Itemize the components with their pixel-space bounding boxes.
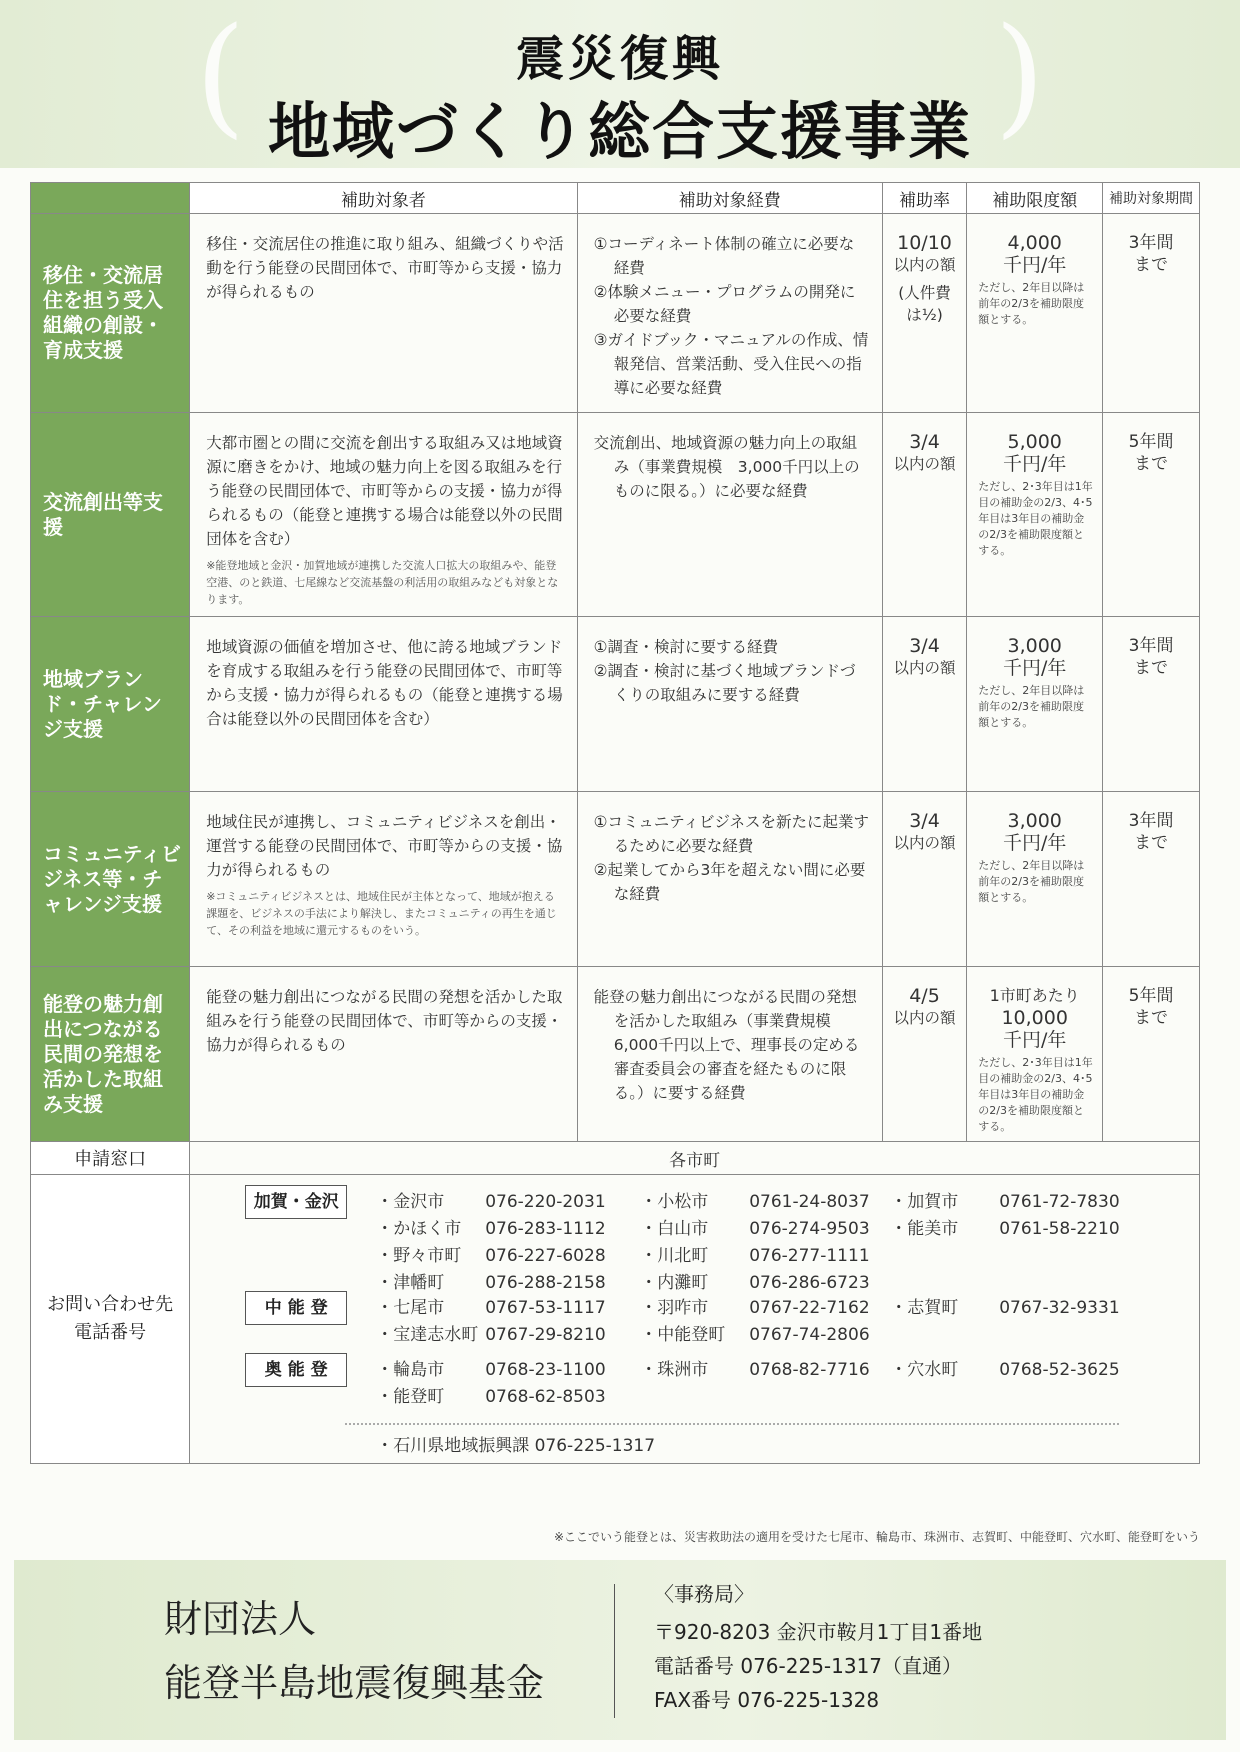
contact-label: お問い合わせ先電話番号 (31, 1175, 190, 1464)
period-cell (1103, 413, 1200, 617)
apply-window-row (31, 1142, 1200, 1175)
phone-number: 0768-52-3625 (999, 1360, 1120, 1380)
rate-cell (882, 617, 967, 792)
limit-value: 3,000 (1007, 810, 1062, 832)
period-value: 5年間 (1128, 432, 1174, 452)
expense-item: ②起業してから3年を超えない間に必要な経費 (593, 861, 866, 903)
program-row (31, 413, 1200, 617)
contact-entry: ・能美市 0761-58-2210 (890, 1214, 1119, 1239)
limit-note: ただし、2年目以降は前年の2/3を補助限度額とする。 (978, 684, 1085, 729)
region-label: 奥 能 登 (245, 1353, 347, 1387)
contact-entry: ・羽咋市 0767-22-7162 (640, 1293, 869, 1318)
phone-number: 0761-58-2210 (999, 1219, 1120, 1239)
limit-cell (967, 413, 1103, 617)
expense-item: ③ガイドブック・マニュアルの作成、情報発信、営業活動、受入住民への指導に必要な経費 (593, 331, 869, 397)
phone-number: 076-283-1112 (485, 1219, 606, 1239)
target-text: 能登の魅力創出につながる民間の発想を活かした取組みを行う能登の民間団体で、市町等からの支援・協力が得られるもの (206, 988, 563, 1054)
expense-item: 能登の魅力創出につながる民間の発想を活かした取組み（事業費規模6,000千円以上で、理事長の定める審査委員会の審査を経たものに限る。）に要する経費 (593, 988, 860, 1102)
municipality-name: 宝達志水町 (393, 1325, 479, 1345)
rate-sub: 以内の額 (893, 659, 956, 677)
footer-divider (614, 1584, 615, 1718)
phone-number: 076-227-6028 (485, 1246, 606, 1266)
expense-item: ①コミュニティビジネスを新たに起業するために必要な経費 (593, 813, 870, 855)
apply-window-value: 各市町 (190, 1142, 1200, 1175)
rate-sub: 以内の額 (893, 256, 956, 274)
period-value: 5年間 (1128, 986, 1174, 1006)
office-phone: 電話番号 076-225-1317（直通） (654, 1654, 963, 1678)
support-program-table (30, 182, 1200, 1464)
period-value: 3年間 (1128, 233, 1174, 253)
column-header: 補助対象期間 (1103, 183, 1200, 214)
rate-sub: 以内の額 (893, 1009, 956, 1027)
limit-unit: 千円/年 (1003, 1029, 1067, 1051)
table-header-row (31, 183, 1200, 214)
contact-entry: ・白山市 076-274-9503 (640, 1214, 869, 1239)
page-title-line1: 震災復興 (515, 31, 724, 87)
rate-value: 3/4 (909, 635, 940, 657)
expense-item: 交流創出、地域資源の魅力向上の取組み（事業費規模 3,000千円以上のものに限る。）に必要な経費 (593, 434, 860, 500)
org-name: 能登半島地震復興基金 (164, 1661, 545, 1705)
expense-item: ②体験メニュー・プログラムの開発に必要な経費 (593, 283, 856, 325)
contact-list-cell (190, 1175, 1200, 1464)
header-corner (31, 183, 190, 214)
contact-directory (190, 1175, 1199, 1463)
period-value: 3年間 (1128, 636, 1174, 656)
phone-number: 076-288-2158 (485, 1273, 606, 1293)
expense-item: ②調査・検討に基づく地域ブランドづくりの取組みに要する経費 (593, 662, 856, 704)
phone-number: 0767-74-2806 (749, 1325, 870, 1345)
column-header: 補助対象経費 (577, 183, 882, 214)
program-row (31, 617, 1200, 792)
limit-note: ただし、2年目以降は前年の2/3を補助限度額とする。 (978, 281, 1085, 326)
contact-entry: ・川北町 076-277-1111 (640, 1241, 869, 1266)
expense-cell (577, 792, 882, 967)
expense-item: ①コーディネート体制の確立に必要な経費 (593, 235, 855, 277)
limit-note: ただし、2･3年目は1年目の補助金の2/3、4･5年目は3年目の補助金の2/3を補助限度額とする。 (978, 480, 1093, 557)
target-cell (190, 792, 577, 967)
target-text: 移住・交流居住の推進に取り組み、組織づくりや活動を行う能登の民間団体で、市町等から支援・協力が得られるもの (206, 235, 564, 301)
office-address: 〒920-8203 金沢市鞍月1丁目1番地 (654, 1620, 983, 1644)
limit-prefix: 1市町あたり (989, 986, 1080, 1005)
target-cell (190, 617, 577, 792)
limit-value: 5,000 (1007, 431, 1062, 453)
period-sub: まで (1134, 454, 1169, 474)
target-text: 地域資源の価値を増加させ、他に誇る地域ブランドを育成する取組みを行う能登の民間団体で、市町等から支援・協力が得られるもの（能登と連携する場合は能登以外の民間団体を含む） (206, 638, 563, 728)
municipality-name: 白山市 (657, 1219, 709, 1239)
contact-row (31, 1175, 1200, 1464)
contact-entry: ・小松市 0761-24-8037 (640, 1187, 869, 1212)
limit-cell (967, 214, 1103, 413)
page-title-line2: 地域づくり総合支援事業 (267, 95, 972, 168)
expense-cell (577, 617, 882, 792)
period-cell (1103, 617, 1200, 792)
expense-cell (577, 413, 882, 617)
municipality-name: 川北町 (657, 1246, 709, 1266)
period-cell (1103, 792, 1200, 967)
limit-value: 4,000 (1007, 232, 1062, 254)
limit-value: 10,000 (1001, 1007, 1068, 1029)
expense-item: ①調査・検討に要する経費 (593, 638, 779, 656)
program-category: 交流創出等支援 (31, 413, 190, 617)
municipality-name: 羽咋市 (657, 1298, 709, 1318)
phone-number: 076-286-6723 (749, 1273, 870, 1293)
contact-entry: ・かほく市 076-283-1112 (376, 1214, 605, 1239)
contact-entry: ・内灘町 076-286-6723 (640, 1268, 869, 1293)
contact-entry: ・志賀町 0767-32-9331 (890, 1293, 1119, 1318)
municipality-name: かほく市 (393, 1219, 462, 1239)
period-sub: まで (1134, 833, 1169, 853)
header-banner (0, 0, 1240, 168)
municipality-name: 穴水町 (907, 1360, 959, 1380)
rate-cell (882, 792, 967, 967)
contact-entry: ・中能登町 0767-74-2806 (640, 1320, 869, 1345)
municipality-name: 津幡町 (393, 1273, 445, 1293)
footnote: ※ここでいう能登とは、災害救助法の適用を受けた七尾市、輪島市、珠洲市、志賀町、中能登町、穴水町、能登町をいう (553, 1530, 1200, 1544)
limit-note: ただし、2年目以降は前年の2/3を補助限度額とする。 (978, 859, 1085, 904)
limit-unit: 千円/年 (1003, 832, 1067, 854)
phone-number: 0761-24-8037 (749, 1192, 870, 1212)
rate-sub: 以内の額 (893, 455, 956, 473)
limit-unit: 千円/年 (1003, 254, 1067, 276)
phone-number: 0767-53-1117 (485, 1298, 606, 1318)
target-cell (190, 413, 577, 617)
prefecture-contact: ・石川県地域振興課 076-225-1317 (376, 1436, 656, 1456)
phone-number: 076-277-1111 (749, 1246, 870, 1266)
target-note: ※能登地域と金沢・加賀地域が連携した交流人口拡大の取組みや、能登空港、のと鉄道、七尾線など交流基盤の利活用の取組みなども対象となります。 (206, 559, 559, 606)
contact-entry: ・宝達志水町 0767-29-8210 (376, 1320, 605, 1345)
apply-window-label: 申請窓口 (31, 1142, 190, 1175)
org-type: 財団法人 (164, 1597, 317, 1641)
municipality-name: 加賀市 (907, 1192, 959, 1212)
rate-cell (882, 967, 967, 1142)
contact-entry: ・野々市町 076-227-6028 (376, 1241, 605, 1266)
program-row (31, 792, 1200, 967)
municipality-name: 輪島市 (393, 1360, 445, 1380)
region-label: 加賀・金沢 (245, 1185, 347, 1219)
rate-value: 3/4 (909, 810, 940, 832)
program-category: コミュニティビジネス等・チャレンジ支援 (31, 792, 190, 967)
phone-number: 076-220-2031 (485, 1192, 606, 1212)
contact-entry: ・七尾市 0767-53-1117 (376, 1293, 605, 1318)
contact-entry: ・加賀市 0761-72-7830 (890, 1187, 1119, 1212)
region-label: 中 能 登 (245, 1291, 347, 1325)
municipality-name: 小松市 (657, 1192, 709, 1212)
contact-entry: ・津幡町 076-288-2158 (376, 1268, 605, 1293)
municipality-name: 中能登町 (657, 1325, 726, 1345)
municipality-name: 内灘町 (657, 1273, 709, 1293)
target-text: 地域住民が連携し、コミュニティビジネスを創出・運営する能登の民間団体で、市町等からの支援・協力が得られるもの (206, 813, 563, 879)
limit-unit: 千円/年 (1003, 453, 1067, 475)
period-sub: まで (1134, 658, 1169, 678)
period-cell (1103, 214, 1200, 413)
rate-value: 4/5 (909, 985, 940, 1007)
target-note: ※コミュニティビジネスとは、地域住民が主体となって、地域が抱える課題を、ビジネスの手法により解決し、またコミュニティの再生を通じて、その利益を地域に還元するものをいう。 (206, 890, 557, 937)
target-text: 大都市圏との間に交流を創出する取組み又は地域資源に磨きをかけ、地域の魅力向上を図る取組みを行う能登の民間団体で、市町等からの支援・協力が得られるもの（能登と連携する場合は能登以外の民間団体を含む） (206, 434, 563, 548)
municipality-name: 珠洲市 (657, 1360, 709, 1380)
office-heading: 〈事務局〉 (654, 1582, 754, 1606)
phone-number: 0768-82-7716 (749, 1360, 870, 1380)
contact-entry: ・穴水町 0768-52-3625 (890, 1355, 1119, 1380)
limit-cell (967, 617, 1103, 792)
footer-banner (14, 1560, 1226, 1740)
contact-entry: ・能登町 0768-62-8503 (376, 1382, 605, 1407)
municipality-name: 金沢市 (393, 1192, 445, 1212)
contact-entry: ・珠洲市 0768-82-7716 (640, 1355, 869, 1380)
municipality-name: 七尾市 (393, 1298, 445, 1318)
limit-value: 3,000 (1007, 635, 1062, 657)
decorative-bracket-right: ) (994, 0, 1045, 151)
period-sub: まで (1134, 255, 1169, 275)
rate-value: 3/4 (909, 431, 940, 453)
municipality-name: 志賀町 (907, 1298, 959, 1318)
expense-cell (577, 214, 882, 413)
contact-entry: ・輪島市 0768-23-1100 (376, 1355, 605, 1380)
rate-sub: 以内の額 (893, 834, 956, 852)
rate-cell (882, 214, 967, 413)
period-value: 3年間 (1128, 811, 1174, 831)
limit-cell (967, 967, 1103, 1142)
period-sub: まで (1134, 1008, 1169, 1028)
limit-note: ただし、2･3年目は1年目の補助金の2/3、4･5年目は3年目の補助金の2/3を補助限度額とする。 (978, 1056, 1093, 1133)
rate-value: 10/10 (897, 232, 952, 254)
phone-number: 0767-29-8210 (485, 1325, 606, 1345)
program-category: 移住・交流居住を担う受入組織の創設・育成支援 (31, 214, 190, 413)
program-category: 地域ブランド・チャレンジ支援 (31, 617, 190, 792)
program-category: 能登の魅力創出につながる民間の発想を活かした取組み支援 (31, 967, 190, 1142)
municipality-name: 野々市町 (393, 1246, 462, 1266)
phone-number: 0767-32-9331 (999, 1298, 1120, 1318)
rate-cell (882, 413, 967, 617)
phone-number: 0768-23-1100 (485, 1360, 606, 1380)
phone-number: 0761-72-7830 (999, 1192, 1120, 1212)
municipality-name: 能美市 (907, 1219, 959, 1239)
office-fax: FAX番号 076-225-1328 (654, 1688, 880, 1712)
program-row (31, 214, 1200, 413)
phone-number: 0768-62-8503 (485, 1387, 606, 1407)
municipality-name: 能登町 (393, 1387, 445, 1407)
decorative-bracket-left: ( (195, 0, 246, 151)
expense-cell (577, 967, 882, 1142)
contact-entry: ・金沢市 076-220-2031 (376, 1187, 605, 1212)
target-cell (190, 967, 577, 1142)
program-row (31, 967, 1200, 1142)
target-cell (190, 214, 577, 413)
limit-unit: 千円/年 (1003, 657, 1067, 679)
limit-cell (967, 792, 1103, 967)
column-header: 補助対象者 (190, 183, 577, 214)
phone-number: 0767-22-7162 (749, 1298, 870, 1318)
column-header: 補助率 (882, 183, 967, 214)
period-cell (1103, 967, 1200, 1142)
dotted-divider (345, 1423, 1119, 1425)
rate-note: (人件費は½) (898, 284, 951, 324)
column-header: 補助限度額 (967, 183, 1103, 214)
phone-number: 076-274-9503 (749, 1219, 870, 1239)
